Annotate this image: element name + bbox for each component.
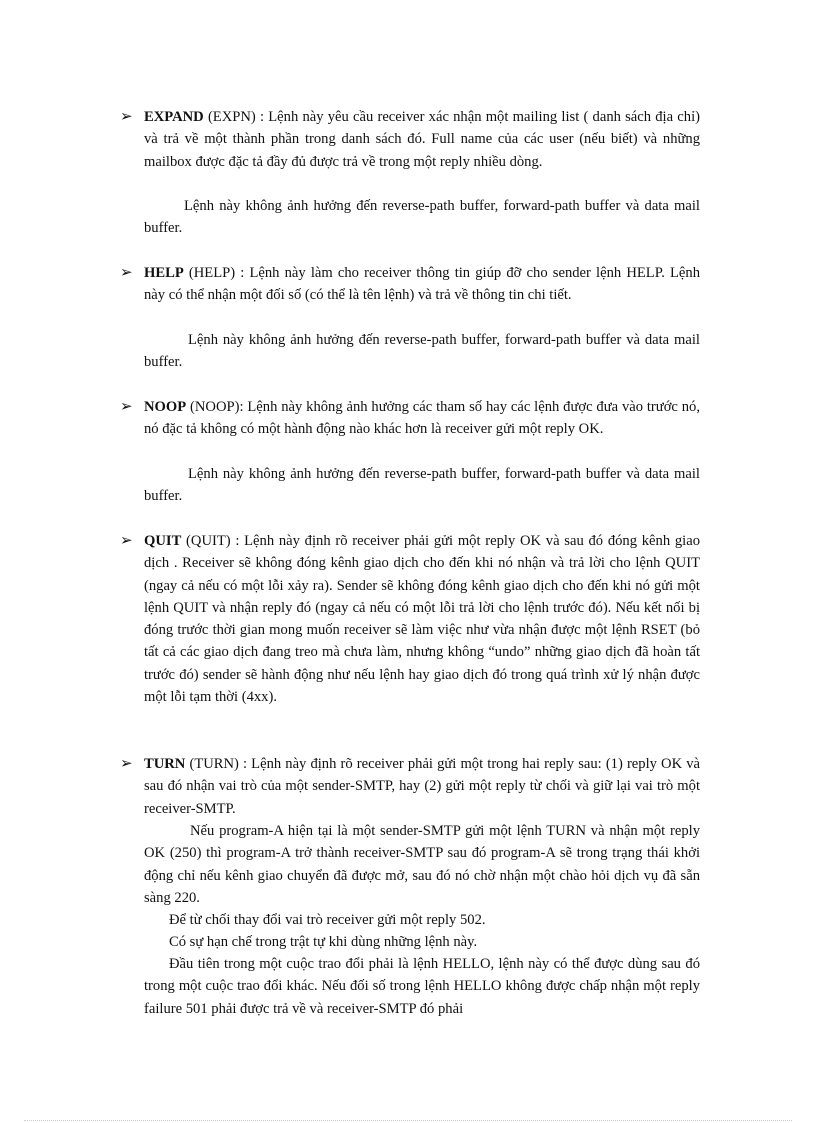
section-paragraph [144,530,700,708]
section-paragraph [144,106,700,173]
arrow-bullet-icon: ➢ [120,265,133,281]
section-paragraph [144,262,700,307]
command-term: TURN [144,756,186,772]
section-note: Lệnh này không ảnh hưởng đến reverse-path buffer, forward-path buffer và data mail buffer. [144,332,700,371]
page-bottom-border [24,1120,792,1121]
command-description: (EXPN) : Lệnh này yêu cầu receiver xác nhận một mailing list ( danh sách địa chỉ) và trả về một thành phần trong danh sách đó. Full name của các user (nếu biết) và những mailbox được đặc tả đầy đủ được trả về trong một reply nhiều dòng. [144,109,700,170]
command-term: QUIT [144,533,182,549]
command-term: NOOP [144,399,187,415]
arrow-bullet-icon: ➢ [120,399,133,415]
command-term: HELP [144,265,184,281]
arrow-bullet-icon: ➢ [120,533,133,549]
command-description: (QUIT) : Lệnh này định rõ receiver phải gửi một reply OK và sau đó đóng kênh giao dịch . Receiver sẽ không đóng kênh giao dịch cho đến khi nó nhận và trả lời cho lệnh QUIT (ngay cả nếu có một lỗi xảy ra). Sender sẽ không đóng kênh giao dịch cho đến khi nó gửi một lệnh QUIT và nhận reply đó (ngay cả nếu có một lỗi trả lời cho lệnh trước đó). Nếu kết nối bị đóng trước thời gian mong muốn receiver sẽ làm việc như vừa nhận được một lệnh RSET (bỏ tất cả các giao dịch đang treo mà chưa làm, nhưng không “undo” những giao dịch đã hoàn tất trước đó) sender sẽ hành động như nếu lệnh hay giao dịch đó trong quá trình xử lý nhận được một lỗi tạm thời (4xx). [144,533,700,706]
command-term: EXPAND [144,109,204,125]
command-description: (NOOP): Lệnh này không ảnh hưởng các tham số hay các lệnh được đưa vào trước nó, nó đặc tả không có một hành động nào khác hơn là receiver gửi một reply OK. [144,399,700,438]
section-note: Có sự hạn chế trong trật tự khi dùng những lệnh này. [169,934,478,950]
arrow-bullet-icon: ➢ [120,109,133,125]
command-description: (TURN) : Lệnh này định rõ receiver phải gửi một trong hai reply sau: (1) reply OK và sau đó nhận vai trò của một sender-SMTP, hay (2) gửi một reply từ chối và giữ lại vai trò một receiver-SMTP. [144,756,700,817]
section-note: Lệnh này không ảnh hưởng đến reverse-path buffer, forward-path buffer và data mail buffer. [144,198,700,237]
section-paragraph [144,753,700,820]
arrow-bullet-icon: ➢ [120,756,133,772]
section-note: Lệnh này không ảnh hưởng đến reverse-path buffer, forward-path buffer và data mail buffer. [144,466,700,505]
section-note: Đầu tiên trong một cuộc trao đổi phải là lệnh HELLO, lệnh này có thể được dùng sau đó trong một cuộc trao đổi khác. Nếu đối số trong lệnh HELLO không được chấp nhận một reply failure 501 phải được trả về và receiver-SMTP đó phải [144,956,700,1017]
section-note: Để từ chối thay đổi vai trò receiver gửi một reply 502. [169,912,486,928]
section-paragraph [144,396,700,441]
command-description: (HELP) : Lệnh này làm cho receiver thông tin giúp đỡ cho sender lệnh HELP. Lệnh này có thể nhận một đối số (có thể là tên lệnh) và trả về thông tin chi tiết. [144,265,700,304]
section-note: Nếu program-A hiện tại là một sender-SMTP gửi một lệnh TURN và nhận một reply OK (250) thì program-A trở thành receiver-SMTP sau đó program-A sẽ trong trạng thái khởi động chỉ nếu kênh giao chuyển đã được mở, sau đó nó chờ nhận một chào hỏi dịch vụ đã sẵn sàng 220. [144,823,700,906]
